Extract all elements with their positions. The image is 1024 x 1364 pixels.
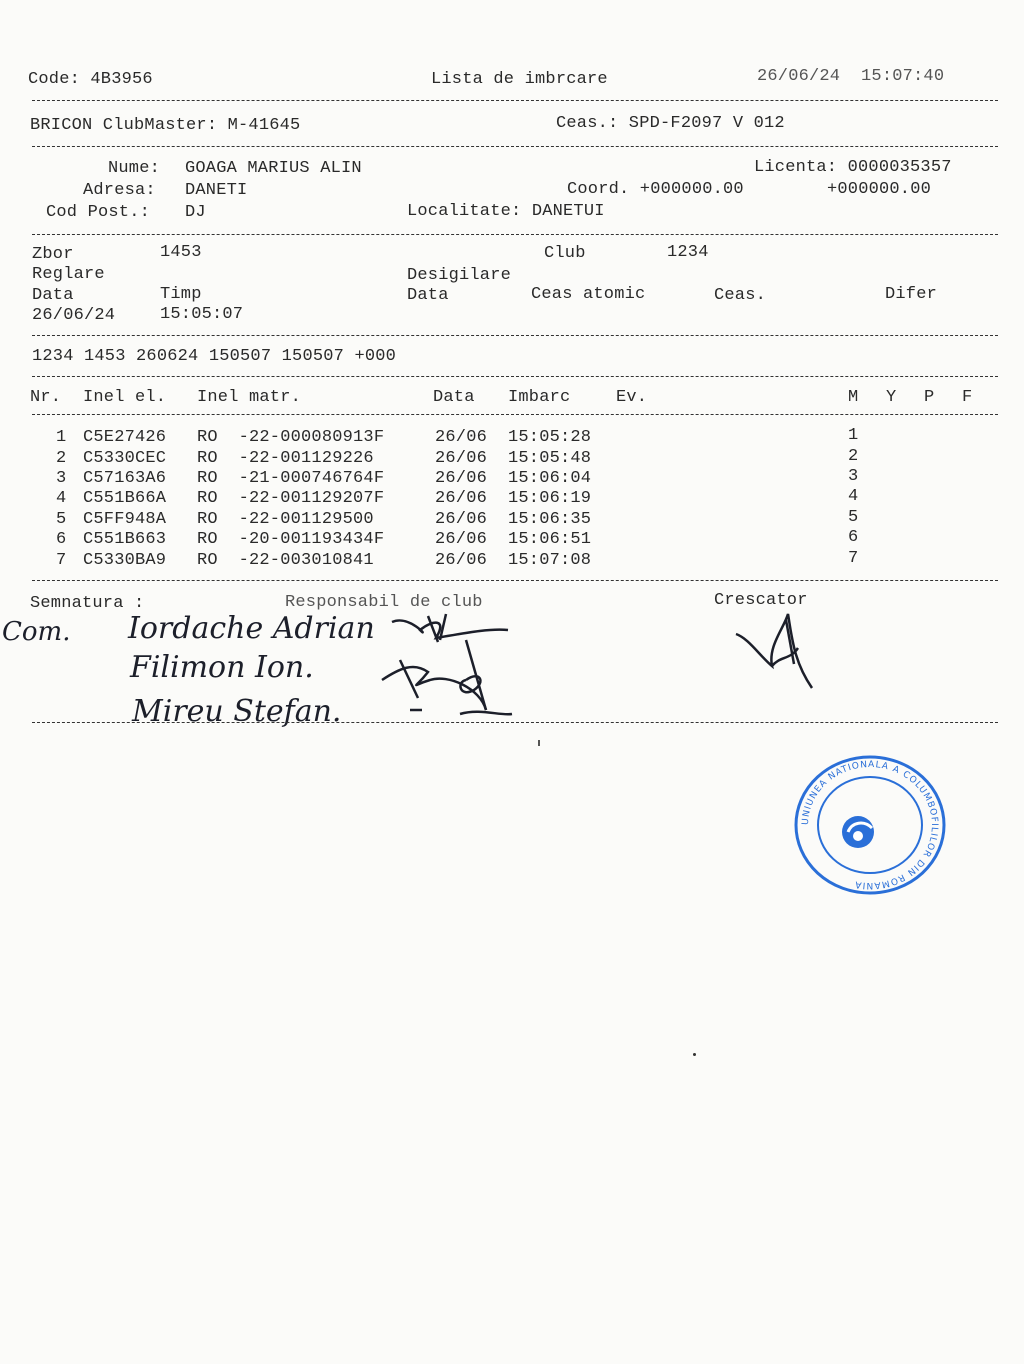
- row-data: 26/06: [435, 530, 488, 549]
- handwritten-commission: Com.: [2, 617, 71, 647]
- summary-line: 1234 1453 260624 150507 150507 +000: [32, 347, 397, 366]
- col-header-imbarc: Imbarc: [508, 388, 571, 407]
- document-code: Code: 4B3956: [28, 70, 153, 89]
- divider: [32, 376, 998, 377]
- row-inel-matr: RO -22-003010841: [197, 551, 374, 570]
- club-number: 1234: [667, 243, 709, 262]
- row-m: 4: [848, 487, 859, 506]
- row-inel-el: C551B66A: [83, 489, 167, 508]
- license: Licenta: 0000035357: [754, 158, 952, 177]
- col-header-inel-el: Inel el.: [83, 388, 167, 407]
- row-imbarc: 15:07:08: [508, 551, 592, 570]
- row-inel-el: C551B663: [83, 530, 167, 549]
- flight-label: Zbor: [32, 245, 74, 264]
- col-header-m: M: [848, 388, 859, 407]
- row-imbarc: 15:06:51: [508, 530, 592, 549]
- postal-label: Cod Post.:: [46, 203, 151, 222]
- col-header-ev: Ev.: [616, 388, 648, 407]
- row-nr: 7: [56, 551, 67, 570]
- row-m: 2: [848, 447, 859, 466]
- divider: [32, 100, 998, 101]
- row-nr: 2: [56, 449, 67, 468]
- clock-id: Ceas.: SPD-F2097 V 012: [556, 114, 785, 133]
- club-master: BRICON ClubMaster: M-41645: [30, 116, 301, 135]
- row-inel-matr: RO -22-001129207F: [197, 489, 385, 508]
- col-header-p: P: [924, 388, 935, 407]
- clock-label: Ceas.: [714, 286, 767, 305]
- speck: [693, 1053, 696, 1056]
- col-header-f: F: [962, 388, 973, 407]
- owner-name: GOAGA MARIUS ALIN: [185, 159, 362, 178]
- flight-time: 15:05:07: [160, 305, 244, 324]
- row-imbarc: 15:06:19: [508, 489, 592, 508]
- row-imbarc: 15:06:35: [508, 510, 592, 529]
- row-inel-matr: RO -21-000746764F: [197, 469, 385, 488]
- data-label: Data: [32, 286, 74, 305]
- club-responsible-label: Responsabil de club: [285, 593, 483, 612]
- row-imbarc: 15:05:28: [508, 428, 592, 447]
- col-header-y: Y: [886, 388, 897, 407]
- stamp-text: UNIUNEA NATIONALA A COLUMBOFILILOR DIN ROMANIA: [800, 759, 940, 891]
- row-data: 26/06: [435, 428, 488, 447]
- divider: [32, 722, 998, 723]
- atomic-clock-label: Ceas atomic: [531, 285, 646, 304]
- row-inel-el: C5330BA9: [83, 551, 167, 570]
- divider: [32, 414, 998, 415]
- handwritten-name-1: Iordache Adrian: [128, 611, 375, 646]
- speck: [538, 740, 540, 746]
- divider: [32, 580, 998, 581]
- club-label: Club: [544, 244, 586, 263]
- signature-scribbles-icon: [370, 610, 530, 725]
- document-datetime: 26/06/24 15:07:40: [757, 67, 945, 86]
- row-nr: 1: [56, 428, 67, 447]
- row-inel-matr: RO -20-001193434F: [197, 530, 385, 549]
- desigilare-label: Desigilare: [407, 266, 512, 285]
- divider: [32, 234, 998, 235]
- row-imbarc: 15:06:04: [508, 469, 592, 488]
- row-nr: 5: [56, 510, 67, 529]
- row-data: 26/06: [435, 551, 488, 570]
- row-data: 26/06: [435, 489, 488, 508]
- row-nr: 6: [56, 530, 67, 549]
- row-data: 26/06: [435, 449, 488, 468]
- divider: [32, 146, 998, 147]
- row-inel-el: C5FF948A: [83, 510, 167, 529]
- row-nr: 3: [56, 469, 67, 488]
- locality: Localitate: DANETUI: [407, 202, 605, 221]
- row-inel-matr: RO -22-001129226: [197, 449, 374, 468]
- row-m: 7: [848, 549, 859, 568]
- divider: [32, 335, 998, 336]
- row-m: 3: [848, 467, 859, 486]
- breeder-signature-icon: [728, 608, 828, 698]
- data-label-2: Data: [407, 286, 449, 305]
- name-label: Nume:: [108, 159, 161, 178]
- row-inel-el: C5330CEC: [83, 449, 167, 468]
- flight-number: 1453: [160, 243, 202, 262]
- coordinates-second: +000000.00: [827, 180, 932, 199]
- time-label: Timp: [160, 285, 202, 304]
- row-inel-matr: RO -22-001129500: [197, 510, 374, 529]
- signature-label: Semnatura :: [30, 594, 145, 613]
- row-m: 1: [848, 426, 859, 445]
- row-m: 5: [848, 508, 859, 527]
- handwritten-name-2: Filimon Ion.: [130, 650, 314, 685]
- row-inel-matr: RO -22-000080913F: [197, 428, 385, 447]
- handwritten-name-3: Mireu Stefan.: [132, 694, 342, 729]
- row-m: 6: [848, 528, 859, 547]
- coordinates: Coord. +000000.00: [567, 180, 744, 199]
- row-nr: 4: [56, 489, 67, 508]
- document-title: Lista de imbrcare: [431, 70, 608, 89]
- breeder-label: Crescator: [714, 591, 808, 610]
- owner-address: DANETI: [185, 181, 248, 200]
- address-label: Adresa:: [83, 181, 156, 200]
- flight-date: 26/06/24: [32, 306, 116, 325]
- difference-label: Difer: [885, 285, 938, 304]
- row-inel-el: C5E27426: [83, 428, 167, 447]
- postal-code: DJ: [185, 203, 206, 222]
- row-data: 26/06: [435, 469, 488, 488]
- col-header-nr: Nr.: [30, 388, 62, 407]
- reglare-label: Reglare: [32, 265, 105, 284]
- col-header-inel-matr: Inel matr.: [197, 388, 302, 407]
- row-data: 26/06: [435, 510, 488, 529]
- row-imbarc: 15:05:48: [508, 449, 592, 468]
- row-inel-el: C57163A6: [83, 469, 167, 488]
- col-header-data: Data: [433, 388, 475, 407]
- official-stamp-icon: [792, 752, 948, 898]
